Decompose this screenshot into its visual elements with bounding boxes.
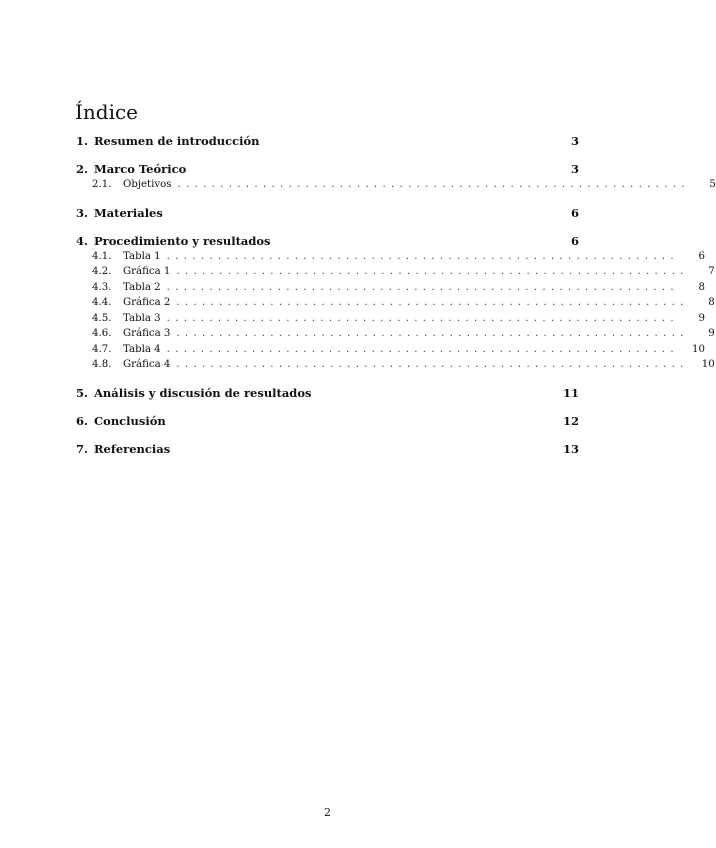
toc-section-entry[interactable] [76, 134, 579, 149]
subsection-title: Tabla 4 [123, 343, 161, 355]
section-title: Resumen de introducción [94, 134, 260, 148]
section-gap [76, 149, 579, 162]
section-number: 2. [76, 162, 89, 176]
toc-section-entry[interactable] [76, 162, 579, 177]
dot-leader: ............................................................ [166, 312, 679, 324]
section-title: Marco Teórico [94, 162, 187, 176]
subsection-number: 4.2. [92, 266, 112, 277]
subsection-page-number: 9 [708, 328, 715, 339]
subsection-number: 4.8. [92, 359, 112, 370]
toc-section-entry[interactable] [76, 386, 579, 401]
section-gap [76, 401, 579, 414]
section-number: 3. [76, 205, 89, 220]
section-title: Referencias [94, 441, 171, 456]
section-title: Análisis y discusión de resultados [94, 385, 312, 400]
toc-subsection-entry[interactable] [76, 311, 705, 327]
subsection-page-number: 7 [708, 266, 715, 277]
subsection-number: 2.1. [92, 179, 112, 190]
subsection-title: Tabla 3 [123, 312, 161, 324]
subsection-number: 4.3. [92, 281, 112, 293]
subsection-title: Tabla 2 [123, 281, 161, 293]
toc-subsection-entry[interactable] [76, 342, 705, 358]
subsection-title: Objetivos [123, 179, 172, 190]
subsection-page-number: 8 [698, 281, 705, 293]
subsection-title: Tabla 1 [123, 250, 161, 262]
section-page-number: 3 [570, 134, 579, 148]
section-page-number: 11 [562, 385, 579, 400]
dot-leader: ............................................................ [177, 179, 690, 190]
subsection-number: 4.6. [92, 328, 112, 339]
subsection-title: Gráfica 2 [123, 297, 171, 308]
dot-leader: ............................................................ [166, 343, 679, 355]
subsection-list [76, 249, 715, 373]
toc-subsection-entry[interactable] [76, 249, 705, 265]
subsection-number: 4.7. [92, 343, 112, 355]
subsection-page-number: 9 [698, 312, 705, 324]
dot-leader: ............................................................ [166, 281, 679, 293]
toc-subsection-entry[interactable] [76, 264, 715, 280]
section-title: Procedimiento y resultados [94, 233, 271, 248]
section-page-number: 6 [570, 205, 579, 220]
section-title: Materiales [94, 205, 163, 220]
toc-subsection-entry[interactable] [76, 295, 715, 311]
section-gap [76, 373, 579, 386]
subsection-number: 4.5. [92, 312, 112, 324]
section-page-number: 3 [570, 162, 579, 176]
section-title: Conclusión [94, 413, 166, 428]
section-page-number: 12 [562, 413, 579, 428]
toc-subsection-entry[interactable] [76, 357, 715, 373]
section-gap [76, 193, 579, 206]
section-page-number: 13 [562, 441, 579, 456]
subsection-page-number: 8 [708, 297, 715, 308]
subsection-title: Gráfica 4 [123, 359, 171, 370]
section-number: 4. [76, 233, 89, 248]
subsection-page-number: 10 [701, 359, 715, 370]
toc-subsection-entry[interactable] [76, 326, 715, 342]
section-gap [76, 429, 579, 442]
subsection-number: 4.4. [92, 297, 112, 308]
toc-subsection-entry[interactable] [76, 177, 716, 193]
subsection-title: Gráfica 1 [123, 266, 171, 277]
dot-leader: ............................................................ [176, 266, 689, 277]
subsection-number: 4.1. [92, 250, 112, 262]
subsection-list [76, 177, 716, 193]
toc-section-entry[interactable] [76, 234, 579, 249]
subsection-page-number: 5 [709, 179, 716, 190]
toc-section-entry[interactable] [76, 414, 579, 429]
section-number: 6. [76, 413, 89, 428]
section-number: 7. [76, 441, 89, 456]
table-of-contents [76, 134, 716, 457]
subsection-page-number: 6 [698, 250, 705, 262]
section-number: 1. [76, 134, 89, 148]
dot-leader: ............................................................ [176, 297, 689, 308]
page-number: 2 [324, 806, 331, 819]
toc-title: Índice [75, 100, 139, 124]
subsection-page-number: 10 [692, 343, 705, 355]
subsection-title: Gráfica 3 [123, 328, 171, 339]
toc-subsection-entry[interactable] [76, 280, 705, 296]
section-gap [76, 221, 579, 234]
dot-leader: ............................................................ [176, 328, 689, 339]
section-page-number: 6 [570, 233, 579, 248]
toc-section-entry[interactable] [76, 442, 579, 457]
dot-leader: ............................................................ [166, 250, 679, 262]
toc-section-entry[interactable] [76, 206, 579, 221]
section-number: 5. [76, 385, 89, 400]
dot-leader: ............................................................ [176, 359, 689, 370]
